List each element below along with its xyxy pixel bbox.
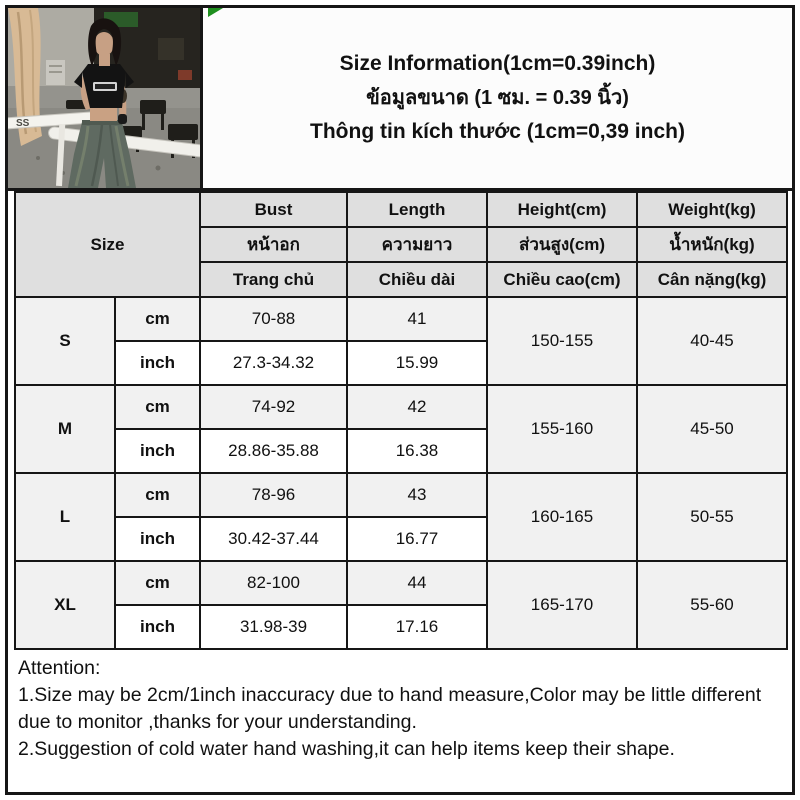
- attention-note-1: 1.Size may be 2cm/1inch inaccuracy due to hand measure,Color may be little different due to monitor ,thanks for your understanding.: [18, 684, 762, 733]
- title-vi: Thông tin kích thước (1cm=0,39 inch): [310, 120, 685, 143]
- m-weight: 45-50: [637, 385, 787, 473]
- unit-cm: cm: [115, 297, 200, 341]
- xl-height: 165-170: [487, 561, 637, 649]
- product-photo-illustration: [8, 8, 200, 188]
- unit-inch: inch: [115, 517, 200, 561]
- attention-section: [8, 650, 792, 763]
- col-bust-vi: Trang chủ: [200, 262, 347, 297]
- table-row: [15, 297, 787, 341]
- unit-cm: cm: [115, 473, 200, 517]
- size-header-cell: Size: [15, 192, 200, 297]
- header-row-en: [15, 192, 787, 227]
- xl-weight: 55-60: [637, 561, 787, 649]
- xl-bust-inch: 31.98-39: [200, 605, 347, 649]
- col-height-th: ส่วนสูง(cm): [487, 227, 637, 262]
- unit-inch: inch: [115, 429, 200, 473]
- l-bust-inch: 30.42-37.44: [200, 517, 347, 561]
- s-bust-cm: 70-88: [200, 297, 347, 341]
- col-length-vi: Chiều dài: [347, 262, 487, 297]
- railing-text: SS: [16, 118, 30, 129]
- col-weight-en: Weight(kg): [637, 192, 787, 227]
- s-length-inch: 15.99: [347, 341, 487, 385]
- m-height: 155-160: [487, 385, 637, 473]
- s-height: 150-155: [487, 297, 637, 385]
- size-table: [14, 191, 788, 650]
- product-photo: [8, 8, 203, 188]
- attention-heading: Attention:: [18, 657, 101, 679]
- size-s: S: [15, 297, 115, 385]
- l-height: 160-165: [487, 473, 637, 561]
- l-bust-cm: 78-96: [200, 473, 347, 517]
- col-length-th: ความยาว: [347, 227, 487, 262]
- s-weight: 40-45: [637, 297, 787, 385]
- unit-cm: cm: [115, 385, 200, 429]
- size-m: M: [15, 385, 115, 473]
- m-length-cm: 42: [347, 385, 487, 429]
- attention-note-2: 2.Suggestion of cold water hand washing,it can help items keep their shape.: [18, 738, 675, 760]
- unit-cm: cm: [115, 561, 200, 605]
- l-length-cm: 43: [347, 473, 487, 517]
- unit-inch: inch: [115, 341, 200, 385]
- col-height-vi: Chiều cao(cm): [487, 262, 637, 297]
- col-weight-vi: Cân nặng(kg): [637, 262, 787, 297]
- xl-length-inch: 17.16: [347, 605, 487, 649]
- col-length-en: Length: [347, 192, 487, 227]
- title-th: ข้อมูลขนาด (1 ซม. = 0.39 นิ้ว): [366, 87, 629, 109]
- xl-length-cm: 44: [347, 561, 487, 605]
- unit-inch: inch: [115, 605, 200, 649]
- size-xl: XL: [15, 561, 115, 649]
- col-bust-en: Bust: [200, 192, 347, 227]
- table-row: [15, 473, 787, 517]
- s-bust-inch: 27.3-34.32: [200, 341, 347, 385]
- m-bust-cm: 74-92: [200, 385, 347, 429]
- col-bust-th: หน้าอก: [200, 227, 347, 262]
- table-row: [15, 385, 787, 429]
- s-length-cm: 41: [347, 297, 487, 341]
- header-section: [8, 8, 792, 191]
- table-row: [15, 561, 787, 605]
- col-height-en: Height(cm): [487, 192, 637, 227]
- m-length-inch: 16.38: [347, 429, 487, 473]
- col-weight-th: น้ำหนัก(kg): [637, 227, 787, 262]
- size-chart-card: [5, 5, 795, 795]
- l-weight: 50-55: [637, 473, 787, 561]
- title-en: Size Information(1cm=0.39inch): [339, 52, 656, 75]
- m-bust-inch: 28.86-35.88: [200, 429, 347, 473]
- size-l: L: [15, 473, 115, 561]
- l-length-inch: 16.77: [347, 517, 487, 561]
- xl-bust-cm: 82-100: [200, 561, 347, 605]
- title-block: [203, 8, 792, 188]
- green-corner-badge: [208, 8, 223, 17]
